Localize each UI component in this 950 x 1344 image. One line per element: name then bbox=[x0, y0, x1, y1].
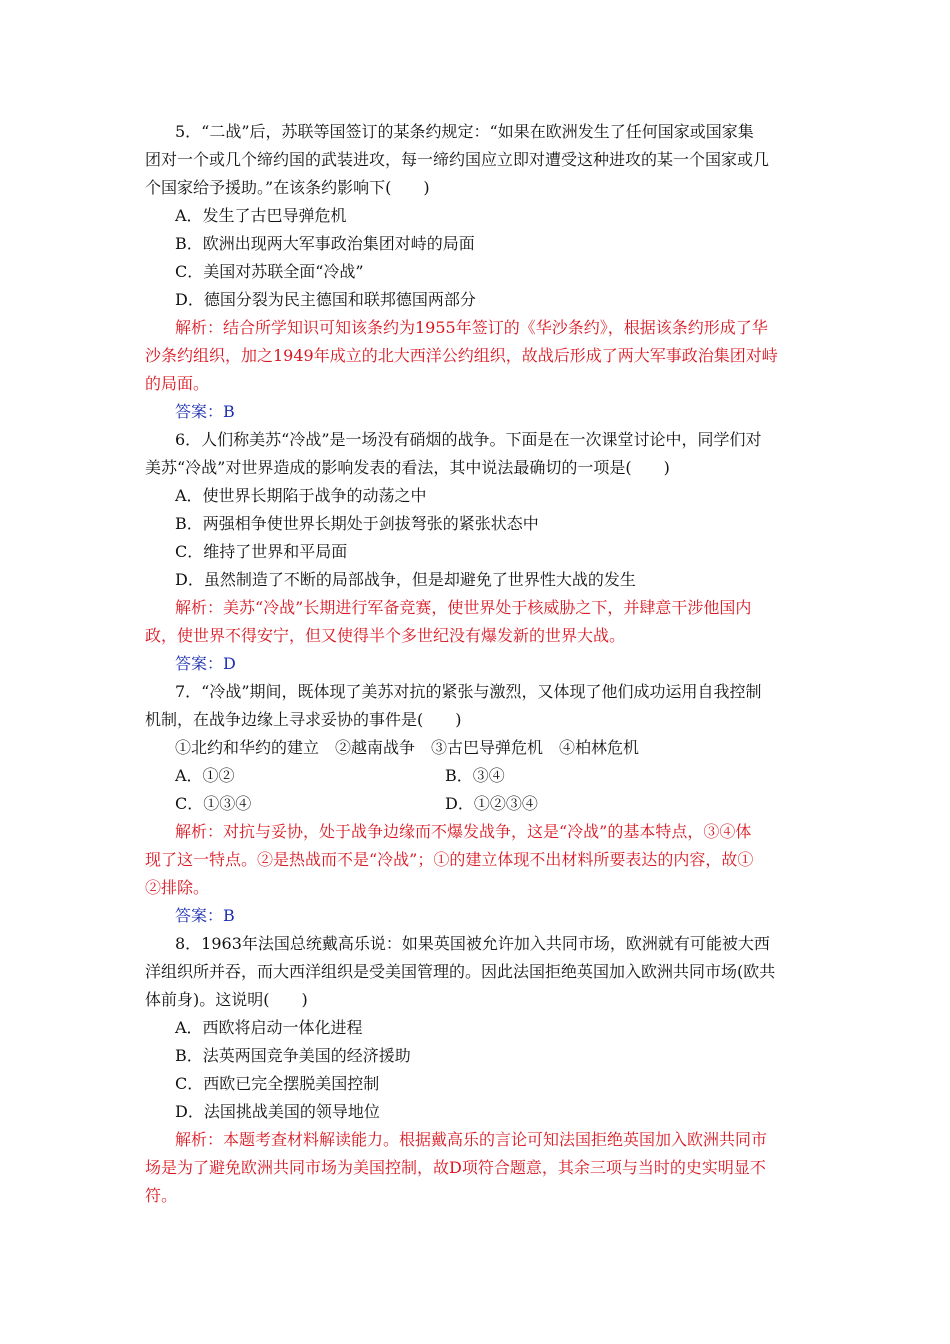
analysis-line: 沙条约组织，加之1949年成立的北大西洋公约组织，故战后形成了两大军事政治集团对峙 bbox=[145, 346, 778, 365]
analysis-line: 解析：结合所学知识可知该条约为1955年签订的《华沙条约》，根据该条约形成了华 bbox=[175, 318, 768, 337]
question-text-line: 团对一个或几个缔约国的武装进攻，每一缔约国应立即对遭受这种进攻的某一个国家或几 bbox=[145, 150, 770, 169]
question-8 bbox=[145, 930, 811, 1210]
question-text-line: 个国家给予援助。”在该条约影响下( ) bbox=[145, 178, 430, 197]
question-7 bbox=[145, 678, 811, 930]
option-c: C．①③④ bbox=[175, 794, 252, 813]
analysis-line: 的局面。 bbox=[145, 374, 210, 393]
option-row bbox=[145, 762, 811, 790]
option-b: B．法英两国竞争美国的经济援助 bbox=[175, 1046, 411, 1065]
option-c: C．美国对苏联全面“冷战” bbox=[175, 262, 364, 281]
analysis-line: 符。 bbox=[145, 1186, 178, 1205]
option-b: B．两强相争使世界长期处于剑拔弩张的紧张状态中 bbox=[175, 514, 539, 533]
option-d: D．法国挑战美国的领导地位 bbox=[175, 1102, 380, 1121]
analysis-line: 现了这一特点。②是热战而不是“冷战”；①的建立体现不出材料所要表达的内容，故① bbox=[145, 850, 754, 869]
question-6 bbox=[145, 426, 811, 678]
option-b: B．欧洲出现两大军事政治集团对峙的局面 bbox=[175, 234, 475, 253]
answer-line: 答案：B bbox=[175, 906, 235, 925]
analysis-line: 场是为了避免欧洲共同市场为美国控制，故D项符合题意，其余三项与当时的史实明显不 bbox=[145, 1158, 766, 1177]
analysis-line: 解析：美苏“冷战”长期进行军备竞赛，使世界处于核威胁之下，并肆意干涉他国内 bbox=[175, 598, 752, 617]
document-page bbox=[145, 118, 811, 1210]
analysis-line: ②排除。 bbox=[145, 878, 210, 897]
question-5 bbox=[145, 118, 811, 426]
question-text-line: 洋组织所并吞，而大西洋组织是受美国管理的。因此法国拒绝英国加入欧洲共同市场(欧共 bbox=[145, 962, 776, 981]
question-text-line: 8．1963年法国总统戴高乐说：如果英国被允许加入共同市场，欧洲就有可能被大西 bbox=[175, 934, 770, 953]
option-d: D．虽然制造了不断的局部战争，但是却避免了世界性大战的发生 bbox=[175, 570, 636, 589]
question-text-line: 体前身)。这说明( ) bbox=[145, 990, 308, 1009]
analysis-line: 解析：对抗与妥协，处于战争边缘而不爆发战争，这是“冷战”的基本特点，③④体 bbox=[175, 822, 752, 841]
option-a: A．①② bbox=[175, 766, 235, 785]
option-a: A．西欧将启动一体化进程 bbox=[175, 1018, 363, 1037]
option-c: C．西欧已完全摆脱美国控制 bbox=[175, 1074, 380, 1093]
analysis-line: 政，使世界不得安宁，但又使得半个多世纪没有爆发新的世界大战。 bbox=[145, 626, 626, 645]
option-b: B．③④ bbox=[445, 766, 505, 785]
option-d: D．①②③④ bbox=[445, 794, 538, 813]
question-text-line: 美苏“冷战”对世界造成的影响发表的看法，其中说法最确切的一项是( ) bbox=[145, 458, 670, 477]
question-text-line: 7．“冷战”期间，既体现了美苏对抗的紧张与激烈，又体现了他们成功运用自我控制 bbox=[175, 682, 762, 701]
option-d: D．德国分裂为民主德国和联邦德国两部分 bbox=[175, 290, 476, 309]
option-a: A．使世界长期陷于战争的动荡之中 bbox=[175, 486, 427, 505]
numbered-items: ①北约和华约的建立 ②越南战争 ③古巴导弹危机 ④柏林危机 bbox=[175, 738, 640, 757]
question-text-line: 机制，在战争边缘上寻求妥协的事件是( ) bbox=[145, 710, 462, 729]
option-row bbox=[145, 790, 811, 818]
question-text-line: 5．“二战”后，苏联等国签订的某条约规定：“如果在欧洲发生了任何国家或国家集 bbox=[175, 122, 754, 141]
option-a: A．发生了古巴导弹危机 bbox=[175, 206, 347, 225]
analysis-line: 解析：本题考查材料解读能力。根据戴高乐的言论可知法国拒绝英国加入欧洲共同市 bbox=[175, 1130, 768, 1149]
question-text-line: 6．人们称美苏“冷战”是一场没有硝烟的战争。下面是在一次课堂讨论中，同学们对 bbox=[175, 430, 762, 449]
option-c: C．维持了世界和平局面 bbox=[175, 542, 348, 561]
answer-line: 答案：D bbox=[175, 654, 236, 673]
answer-line: 答案：B bbox=[175, 402, 235, 421]
